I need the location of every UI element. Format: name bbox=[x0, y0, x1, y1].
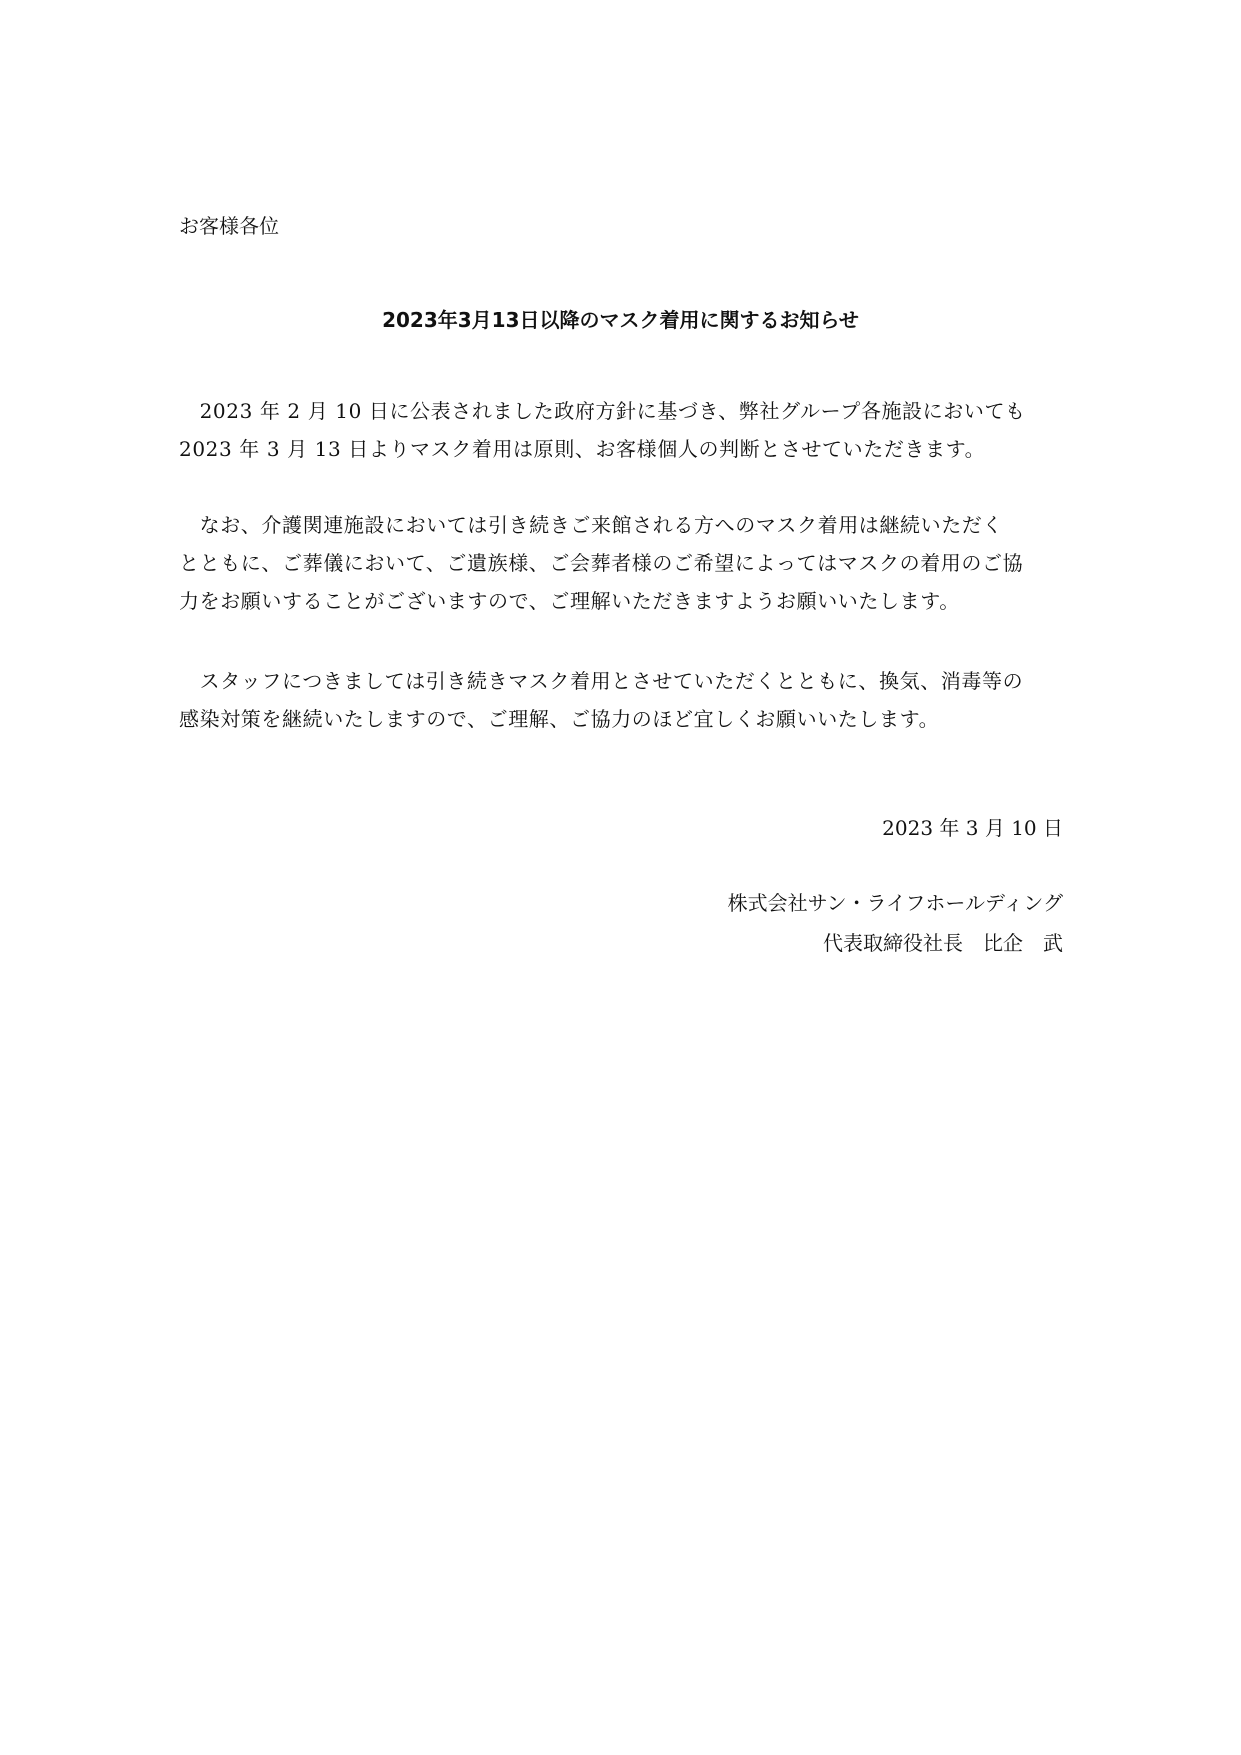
paragraph-3 bbox=[179, 662, 1063, 738]
paragraph-1 bbox=[179, 392, 1063, 468]
paragraph-line: 2023 年 2 月 10 日に公表されました政府方針に基づき、弊社グループ各施設においても bbox=[179, 399, 1026, 423]
paragraph-line: スタッフにつきましては引き続きマスク着用とさせていただくとともに、換気、消毒等の bbox=[179, 669, 1024, 693]
paragraph-line: 感染対策を継続いたしますので、ご理解、ご協力のほど宜しくお願いいたします。 bbox=[179, 707, 940, 731]
paragraph-line: とともに、ご葬儀において、ご遺族様、ご会葬者様のご希望によってはマスクの着用のご協 bbox=[179, 551, 1024, 575]
paragraph-line: なお、介護関連施設においては引き続きご来館される方へのマスク着用は継続いただく bbox=[179, 513, 1003, 537]
representative-name: 代表取締役社長 比企 武 bbox=[823, 931, 1063, 955]
company-name: 株式会社サン・ライフホールディング bbox=[727, 891, 1063, 915]
paragraph-line: 2023 年 3 月 13 日よりマスク着用は原則、お客様個人の判断とさせていただきます。 bbox=[179, 437, 986, 461]
issue-date: 2023 年 3 月 10 日 bbox=[882, 816, 1063, 840]
salutation: お客様各位 bbox=[179, 214, 279, 238]
paragraph-line: 力をお願いすることがございますので、ご理解いただきますようお願いいたします。 bbox=[179, 589, 960, 613]
document-title: 2023年3月13日以降のマスク着用に関するお知らせ bbox=[382, 308, 859, 332]
paragraph-2 bbox=[179, 506, 1063, 620]
